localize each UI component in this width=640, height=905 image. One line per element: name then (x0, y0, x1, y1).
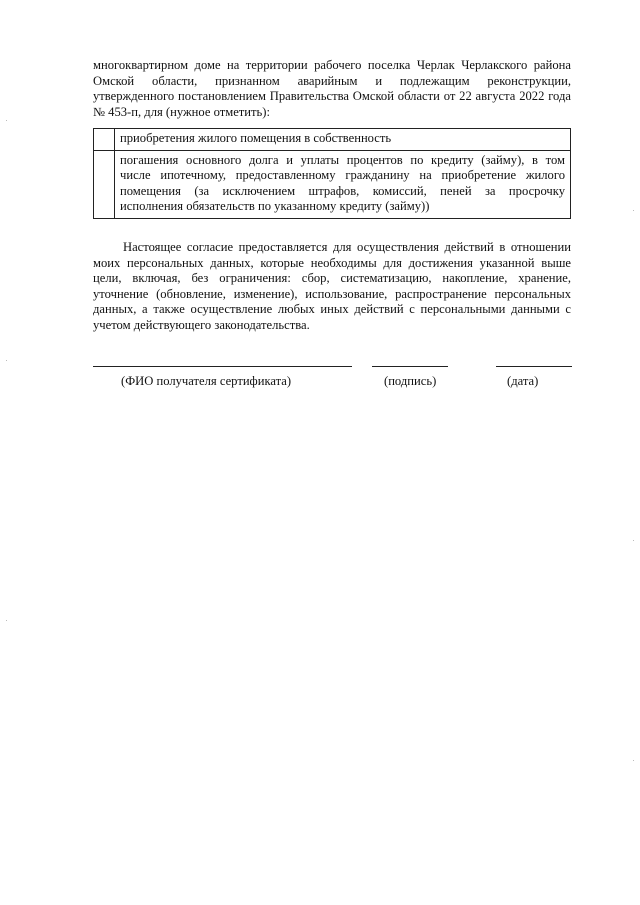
scan-artifact (6, 360, 7, 361)
consent-line: моих персональных данных, которые необходимы для достижения указанной выше (93, 255, 571, 270)
date-signature-line[interactable] (496, 366, 572, 367)
option-row-ownership (94, 129, 571, 151)
name-signature-line[interactable] (93, 366, 352, 367)
consent-line: данных, а также осуществление любых иных действий с персональными данными с (93, 302, 571, 317)
scan-artifact (6, 120, 7, 121)
date-label: (дата) (507, 374, 539, 388)
option-line: исполнения обязательств по указанному кредиту (займу)) (120, 199, 430, 214)
option-line: погашения основного долга и уплаты процентов по кредиту (займу), в том (120, 152, 565, 167)
scan-artifact (633, 210, 634, 211)
sign-label: (подпись) (384, 374, 437, 388)
option-text-ownership (115, 129, 571, 151)
consent-line: цели, включая, без ограничения: сбор, систематизацию, накопление, хранение, (93, 271, 571, 286)
options-table (93, 128, 571, 219)
name-label: (ФИО получателя сертификата) (121, 374, 292, 388)
consent-line: Настоящее согласие предоставляется для осуществления действий в отношении (123, 240, 571, 254)
intro-line: Омской области, признанном аварийным и подлежащим реконструкции, (93, 73, 571, 88)
option-line: помещения (за исключением штрафов, комиссий, пеней за просрочку (120, 183, 565, 198)
scan-artifact (6, 620, 7, 621)
intro-paragraph (93, 58, 571, 120)
option-checkbox-ownership[interactable] (94, 129, 115, 151)
option-text-loan (115, 150, 571, 218)
scan-artifact (633, 540, 634, 541)
consent-paragraph (93, 240, 571, 334)
intro-line: № 453-п, для (нужное отметить): (93, 104, 270, 119)
consent-line: уточнение (обновление, изменение), использование, распространение персональных (93, 286, 571, 301)
option-line: числе ипотечному, предоставленному гражданину на приобретение жилого (120, 168, 565, 183)
option-line: приобретения жилого помещения в собственность (120, 131, 392, 145)
option-row-loan (94, 150, 571, 218)
scan-artifact (633, 760, 634, 761)
option-checkbox-loan[interactable] (94, 150, 115, 218)
sign-signature-line[interactable] (372, 366, 448, 367)
intro-line: утвержденного постановлением Правительства Омской области от 22 августа 2022 года (93, 89, 571, 104)
intro-line: многоквартирном доме на территории рабочего поселка Черлак Черлакского района (93, 58, 571, 72)
consent-line: учетом действующего законодательства. (93, 317, 310, 332)
